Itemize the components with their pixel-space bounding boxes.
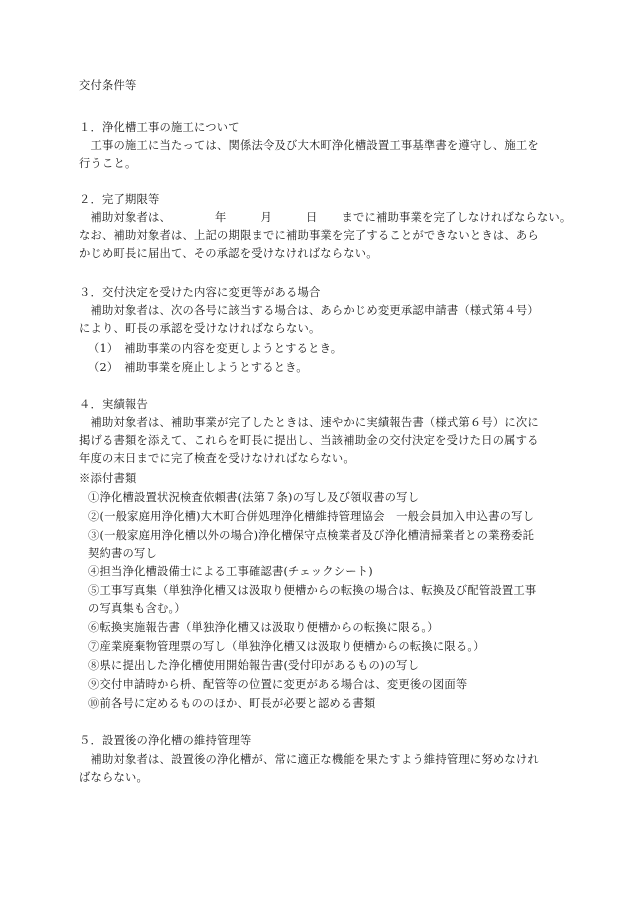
- deadline-lead: 補助対象者は、: [79, 211, 171, 224]
- attachment-item: ④担当浄化槽設備士による工事確認書(チェックシート): [88, 565, 373, 578]
- section-2-text: なお、補助対象者は、上記の期限までに補助事業を完了することができないときは、あら: [79, 229, 539, 242]
- attachment-item: ③(一般家庭用浄化槽以外の場合)浄化槽保守点検業者及び浄化槽清掃業者との業務委託: [88, 529, 535, 542]
- section-4-heading: ４．実績報告: [79, 398, 148, 411]
- attachments-heading: ※添付書類: [79, 472, 137, 485]
- section-3-heading: ３．交付決定を受けた内容に変更等がある場合: [79, 286, 321, 299]
- section-4-text: 掲げる書類を添えて、これらを町長に提出し、当該補助金の交付決定を受けた日の属する: [79, 434, 539, 447]
- attachment-item: ⑧県に提出した浄化槽使用開始報告書(受付印があるもの)の写し: [88, 659, 420, 672]
- section-4-text: 年度の末日までに完了検査を受けなければならない。: [79, 452, 355, 465]
- section-3-text: により、町長の承認を受けなければならない。: [79, 322, 321, 335]
- section-2-heading: ２．完了期限等: [79, 193, 160, 206]
- deadline-line: [79, 211, 571, 225]
- document-title: 交付条件等: [79, 79, 137, 92]
- section-3-item: （2） 補助事業を廃止しようとするとき。: [88, 361, 308, 374]
- attachment-item-cont: 契約書の写し: [88, 547, 157, 560]
- section-3-item: （1） 補助事業の内容を変更しようとするとき。: [88, 342, 343, 355]
- section-2-text: かじめ町長に届出て、その承認を受けなければならない。: [79, 247, 378, 260]
- attachment-item: ⑩前各号に定めるもののほか、町長が必要と認める書類: [88, 697, 376, 710]
- deadline-tail: までに補助事業を完了しなければならない。: [341, 211, 572, 224]
- section-5-text: ばならない。: [79, 771, 148, 784]
- attachment-item: ⑦産業廃棄物管理票の写し（単独浄化槽又は汲取り便槽からの転換に限る。）: [88, 640, 485, 653]
- deadline-day-label: 日: [305, 211, 318, 224]
- section-1-text: 行うこと。: [79, 157, 137, 170]
- section-5-heading: ５．設置後の浄化槽の維持管理等: [79, 734, 252, 747]
- section-1-text: 工事の施工に当たっては、関係法令及び大木町浄化槽設置工事基準書を遵守し、施工を: [79, 139, 539, 152]
- section-1-heading: １．浄化槽工事の施工について: [79, 121, 240, 134]
- section-4-text: 補助対象者は、補助事業が完了したときは、速やかに実績報告書（様式第６号）に次に: [79, 416, 539, 429]
- section-5-text: 補助対象者は、設置後の浄化槽が、常に適正な機能を果たすよう維持管理に努めなけれ: [79, 753, 539, 766]
- section-3-text: 補助対象者は、次の各号に該当する場合は、あらかじめ変更承認申請書（様式第４号）: [79, 304, 539, 317]
- attachment-item-cont: の写真集も含む。）: [88, 602, 186, 615]
- attachment-item: ⑨交付申請時から枡、配管等の位置に変更がある場合は、変更後の図面等: [88, 678, 468, 691]
- attachment-item: ⑥転換実施報告書（単独浄化槽又は汲取り便槽からの転換に限る。）: [88, 621, 439, 634]
- attachment-item: ①浄化槽設置状況検査依頼書(法第７条)の写し及び領収書の写し: [88, 491, 420, 504]
- attachment-item: ⑤工事写真集（単独浄化槽又は汲取り便槽からの転換の場合は、転換及び配管設置工事: [88, 584, 537, 597]
- attachment-item: ②(一般家庭用浄化槽)大木町合併処理浄化槽維持管理協会 一般会員加入申込書の写し: [88, 510, 535, 523]
- deadline-month-label: 月: [260, 211, 272, 224]
- deadline-year-label: 年: [214, 211, 227, 224]
